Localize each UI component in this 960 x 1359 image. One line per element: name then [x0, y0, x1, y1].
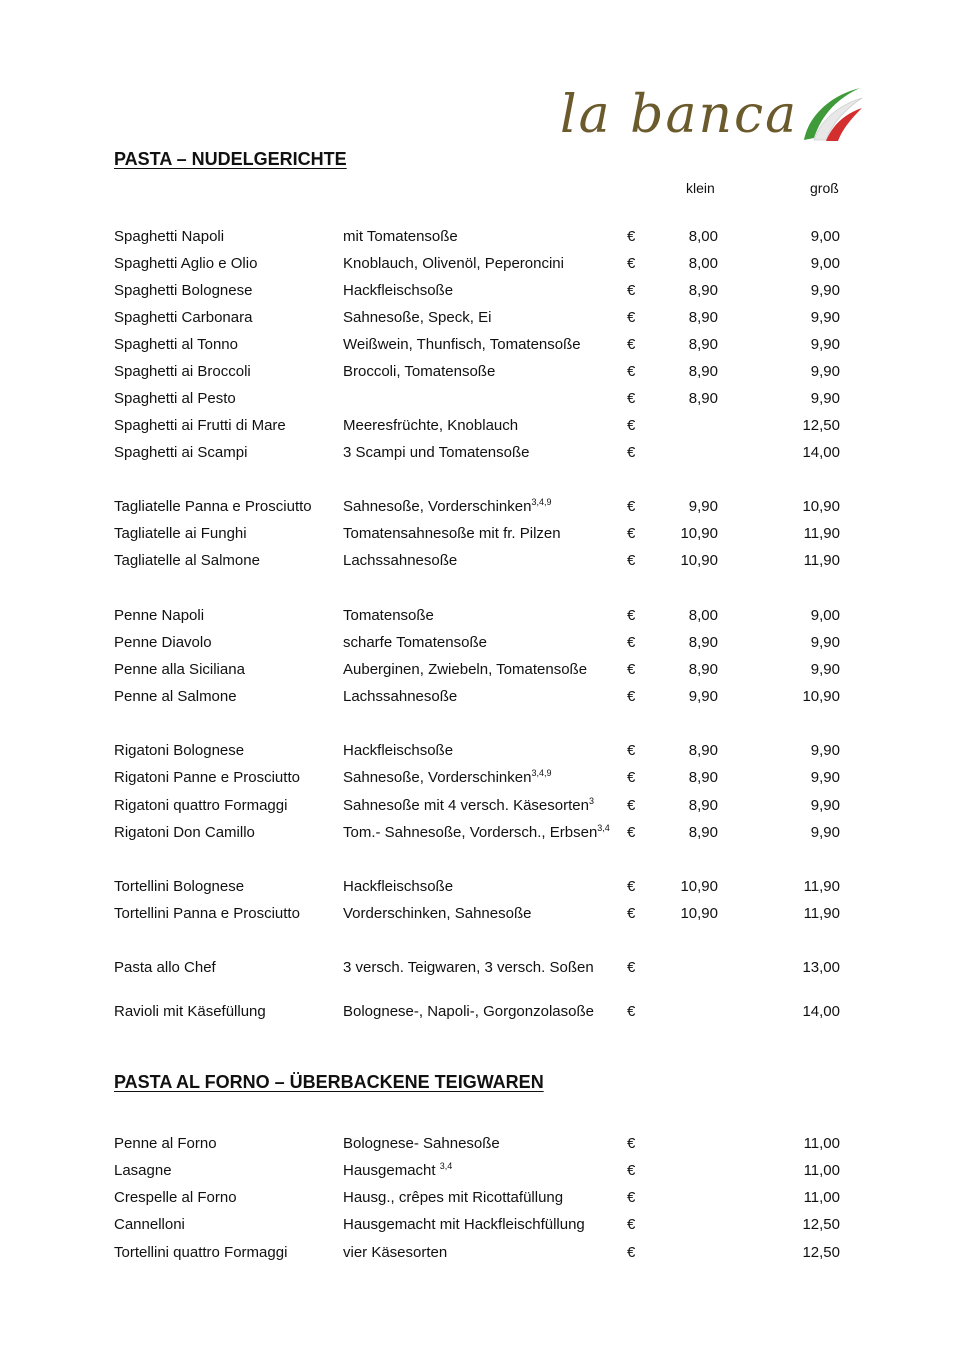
price-large: 9,90: [810, 661, 840, 678]
dish-description-text: Hackfleischsoße: [343, 742, 454, 759]
menu-item-row: [0, 550, 960, 572]
dish-description: [343, 767, 551, 789]
dish-description-text: Tomatensoße: [343, 607, 434, 624]
currency-symbol: €: [627, 336, 636, 353]
currency-symbol: €: [627, 309, 636, 326]
price-large: 9,90: [810, 336, 840, 353]
dish-name: Tagliatelle Panna e Prosciutto: [114, 498, 312, 515]
currency-symbol: €: [627, 878, 636, 895]
currency-symbol: €: [627, 905, 636, 922]
allergen-footnote: 3,4: [597, 823, 610, 833]
price-large: 11,00: [803, 1135, 840, 1152]
dish-name: Spaghetti ai Broccoli: [114, 363, 251, 380]
allergen-footnote: 3: [588, 796, 594, 806]
italian-flag-leaf-icon: [798, 84, 864, 144]
currency-symbol: €: [627, 634, 636, 651]
currency-symbol: €: [627, 525, 636, 542]
price-small: 10,90: [680, 552, 718, 569]
dish-description: [343, 1242, 447, 1264]
price-large: 9,90: [810, 282, 840, 299]
menu-item-row: [0, 1133, 960, 1155]
menu-item-row: [0, 334, 960, 356]
menu-item-row: [0, 659, 960, 681]
price-large: 12,50: [802, 417, 840, 434]
currency-symbol: €: [627, 661, 636, 678]
dish-description-text: Hackfleischsoße: [343, 878, 454, 895]
currency-symbol: €: [627, 769, 636, 786]
menu-item-row: [0, 740, 960, 762]
menu-item-row: [0, 767, 960, 789]
currency-symbol: €: [627, 282, 636, 299]
dish-name: Tagliatelle al Salmone: [114, 552, 260, 569]
price-large: 12,50: [802, 1244, 840, 1261]
menu-item-row: [0, 1242, 960, 1264]
price-small: 8,00: [688, 607, 718, 624]
dish-description: [343, 442, 530, 464]
price-large: 9,00: [810, 255, 840, 272]
menu-item-row: [0, 903, 960, 925]
dish-description-text: Lachssahnesoße: [343, 688, 458, 705]
currency-symbol: €: [627, 444, 636, 461]
dish-description-text: vier Käsesorten: [343, 1244, 448, 1261]
price-large: 11,90: [803, 878, 840, 895]
dish-name: Spaghetti Napoli: [114, 228, 225, 245]
dish-name: Spaghetti Carbonara: [114, 309, 253, 326]
price-small: 8,90: [688, 661, 718, 678]
dish-name: Penne Diavolo: [114, 634, 212, 651]
dish-name: Penne al Forno: [114, 1135, 217, 1152]
price-large: 9,90: [810, 742, 840, 759]
dish-description: [343, 226, 458, 248]
dish-description-text: Knoblauch, Olivenöl, Peperoncini: [343, 255, 564, 272]
dish-name: Spaghetti al Pesto: [114, 390, 236, 407]
price-large: 9,90: [810, 634, 840, 651]
dish-description-text: 3 versch. Teigwaren, 3 versch. Soßen: [343, 959, 594, 976]
allergen-footnote: 3,4,9: [531, 768, 552, 778]
dish-name: Tortellini Panna e Prosciutto: [114, 905, 300, 922]
price-large: 12,50: [802, 1216, 840, 1233]
price-large: 9,90: [810, 769, 840, 786]
dish-name: Spaghetti al Tonno: [114, 336, 238, 353]
price-small: 8,00: [688, 255, 718, 272]
price-small: 8,90: [688, 824, 718, 841]
price-small: 8,90: [688, 390, 718, 407]
price-small: 8,90: [688, 769, 718, 786]
dish-description-text: Sahnesoße mit 4 versch. Käsesorten: [343, 797, 589, 814]
currency-symbol: €: [627, 1135, 636, 1152]
price-small: 8,90: [688, 336, 718, 353]
dish-description: [343, 415, 518, 437]
dish-name: Penne alla Siciliana: [114, 661, 245, 678]
dish-description-text: mit Tomatensoße: [343, 228, 458, 245]
menu-item-row: [0, 442, 960, 464]
menu-item-row: [0, 253, 960, 275]
price-small: 8,90: [688, 282, 718, 299]
price-large: 9,90: [810, 309, 840, 326]
dish-name: Spaghetti ai Frutti di Mare: [114, 417, 286, 434]
size-header-small: klein: [686, 180, 715, 196]
price-small: 8,00: [688, 228, 718, 245]
currency-symbol: €: [627, 363, 636, 380]
menu-item-row: [0, 822, 960, 844]
menu-item-row: [0, 226, 960, 248]
currency-symbol: €: [627, 552, 636, 569]
currency-symbol: €: [627, 1216, 636, 1233]
price-large: 9,90: [810, 797, 840, 814]
dish-description: [343, 659, 587, 681]
restaurant-logo: [560, 80, 870, 155]
price-large: 11,00: [803, 1189, 840, 1206]
dish-name: Rigatoni Don Camillo: [114, 824, 255, 841]
dish-name: Lasagne: [114, 1162, 172, 1179]
dish-name: Spaghetti Aglio e Olio: [114, 255, 258, 272]
price-large: 11,90: [803, 525, 840, 542]
menu-item-row: [0, 957, 960, 979]
dish-name: Penne Napoli: [114, 607, 205, 624]
currency-symbol: €: [627, 959, 636, 976]
dish-description-text: Hackfleischsoße: [343, 282, 454, 299]
price-small: 9,90: [688, 688, 718, 705]
price-large: 14,00: [802, 444, 840, 461]
price-small: 8,90: [688, 309, 718, 326]
menu-item-row: [0, 307, 960, 329]
dish-description-text: Weißwein, Thunfisch, Tomatensoße: [343, 336, 581, 353]
price-large: 14,00: [802, 1003, 840, 1020]
dish-name: Penne al Salmone: [114, 688, 237, 705]
price-small: 10,90: [680, 878, 718, 895]
dish-description: [343, 280, 453, 302]
dish-description: [343, 903, 531, 925]
currency-symbol: €: [627, 390, 636, 407]
dish-description-text: Auberginen, Zwiebeln, Tomatensoße: [343, 661, 588, 678]
currency-symbol: €: [627, 255, 636, 272]
menu-item-row: [0, 280, 960, 302]
dish-description: [343, 876, 453, 898]
dish-description-text: 3 Scampi und Tomatensoße: [343, 444, 530, 461]
dish-description-text: Tomatensahnesoße mit fr. Pilzen: [343, 525, 561, 542]
dish-description-text: Broccoli, Tomatensoße: [343, 363, 496, 380]
dish-description: [343, 550, 457, 572]
price-large: 9,90: [810, 824, 840, 841]
menu-item-row: [0, 415, 960, 437]
price-large: 10,90: [802, 498, 840, 515]
price-large: 10,90: [802, 688, 840, 705]
dish-name: Tortellini quattro Formaggi: [114, 1244, 288, 1261]
menu-item-row: [0, 1160, 960, 1182]
dish-description-text: scharfe Tomatensoße: [343, 634, 487, 651]
dish-description: [343, 307, 491, 329]
price-large: 11,90: [803, 905, 840, 922]
dish-description-text: Sahnesoße, Vorderschinken: [343, 498, 532, 515]
price-small: 8,90: [688, 742, 718, 759]
allergen-footnote: 3,4: [439, 1161, 453, 1171]
price-large: 9,90: [810, 363, 840, 380]
dish-name: Pasta allo Chef: [114, 959, 216, 976]
currency-symbol: €: [627, 1003, 636, 1020]
dish-description-text: Hausgemacht mit Hackfleischfüllung: [343, 1216, 585, 1233]
price-small: 10,90: [680, 525, 718, 542]
menu-item-row: [0, 1214, 960, 1236]
dish-description-text: Hausg., crêpes mit Ricottafüllung: [343, 1189, 564, 1206]
menu-item-row: [0, 686, 960, 708]
currency-symbol: €: [627, 797, 636, 814]
dish-name: Tortellini Bolognese: [114, 878, 245, 895]
section-title-pasta-al-forno: PASTA AL FORNO – ÜBERBACKENE TEIGWAREN: [114, 1072, 544, 1092]
dish-description-text: Bolognese- Sahnesoße: [343, 1135, 500, 1152]
price-small: 8,90: [688, 797, 718, 814]
size-header-large: groß: [810, 180, 839, 196]
price-small: 8,90: [688, 634, 718, 651]
price-small: 10,90: [680, 905, 718, 922]
currency-symbol: €: [627, 498, 636, 515]
currency-symbol: €: [627, 1189, 636, 1206]
dish-description: [343, 686, 457, 708]
dish-description: [343, 253, 564, 275]
currency-symbol: €: [627, 688, 636, 705]
dish-description: [343, 496, 551, 518]
price-large: 9,90: [810, 390, 840, 407]
dish-name: Tagliatelle ai Funghi: [114, 525, 247, 542]
menu-item-row: [0, 632, 960, 654]
price-large: 13,00: [802, 959, 840, 976]
dish-name: Cannelloni: [114, 1216, 185, 1233]
menu-item-row: [0, 496, 960, 518]
price-large: 11,00: [803, 1162, 840, 1179]
dish-description: [343, 1133, 500, 1155]
currency-symbol: €: [627, 607, 636, 624]
section-title-pasta: PASTA – NUDELGERICHTE: [114, 149, 347, 169]
dish-description: [343, 1187, 563, 1209]
dish-description: [343, 1001, 594, 1023]
dish-description-text: Vorderschinken, Sahnesoße: [343, 905, 532, 922]
dish-description: [343, 1160, 452, 1182]
dish-name: Rigatoni Bolognese: [114, 742, 245, 759]
dish-name: Ravioli mit Käsefüllung: [114, 1003, 266, 1020]
price-small: 9,90: [688, 498, 718, 515]
dish-name: Crespelle al Forno: [114, 1189, 237, 1206]
menu-item-row: [0, 361, 960, 383]
menu-item-row: [0, 388, 960, 410]
dish-name: Spaghetti ai Scampi: [114, 444, 248, 461]
price-large: 11,90: [803, 552, 840, 569]
currency-symbol: €: [627, 228, 636, 245]
menu-item-row: [0, 876, 960, 898]
dish-description: [343, 632, 487, 654]
logo-text: la banca: [560, 85, 799, 145]
currency-symbol: €: [627, 1244, 636, 1261]
dish-description: [343, 605, 434, 627]
menu-item-row: [0, 1001, 960, 1023]
dish-description: [343, 334, 581, 356]
dish-name: Rigatoni quattro Formaggi: [114, 797, 288, 814]
dish-name: Spaghetti Bolognese: [114, 282, 253, 299]
dish-description: [343, 1214, 585, 1236]
dish-description-text: Sahnesoße, Speck, Ei: [343, 309, 492, 326]
menu-item-row: [0, 795, 960, 817]
dish-description: [343, 523, 561, 545]
currency-symbol: €: [627, 824, 636, 841]
dish-description-text: Lachssahnesoße: [343, 552, 458, 569]
menu-item-row: [0, 1187, 960, 1209]
currency-symbol: €: [627, 742, 636, 759]
dish-description: [343, 822, 610, 844]
dish-description-text: Tom.- Sahnesoße, Vordersch., Erbsen: [343, 824, 598, 841]
dish-description-text: Meeresfrüchte, Knoblauch: [343, 417, 519, 434]
dish-name: Rigatoni Panne e Prosciutto: [114, 769, 300, 786]
price-large: 9,00: [810, 607, 840, 624]
allergen-footnote: 3,4,9: [531, 497, 552, 507]
dish-description: [343, 957, 594, 979]
dish-description-text: Sahnesoße, Vorderschinken: [343, 769, 532, 786]
price-large: 9,00: [810, 228, 840, 245]
currency-symbol: €: [627, 417, 636, 434]
dish-description-text: Bolognese-, Napoli-, Gorgonzolasoße: [343, 1003, 594, 1020]
dish-description: [343, 740, 453, 762]
currency-symbol: €: [627, 1162, 636, 1179]
dish-description: [343, 795, 594, 817]
dish-description: [343, 361, 495, 383]
price-small: 8,90: [688, 363, 718, 380]
dish-description-text: Hausgemacht: [343, 1162, 440, 1179]
menu-item-row: [0, 523, 960, 545]
menu-item-row: [0, 605, 960, 627]
